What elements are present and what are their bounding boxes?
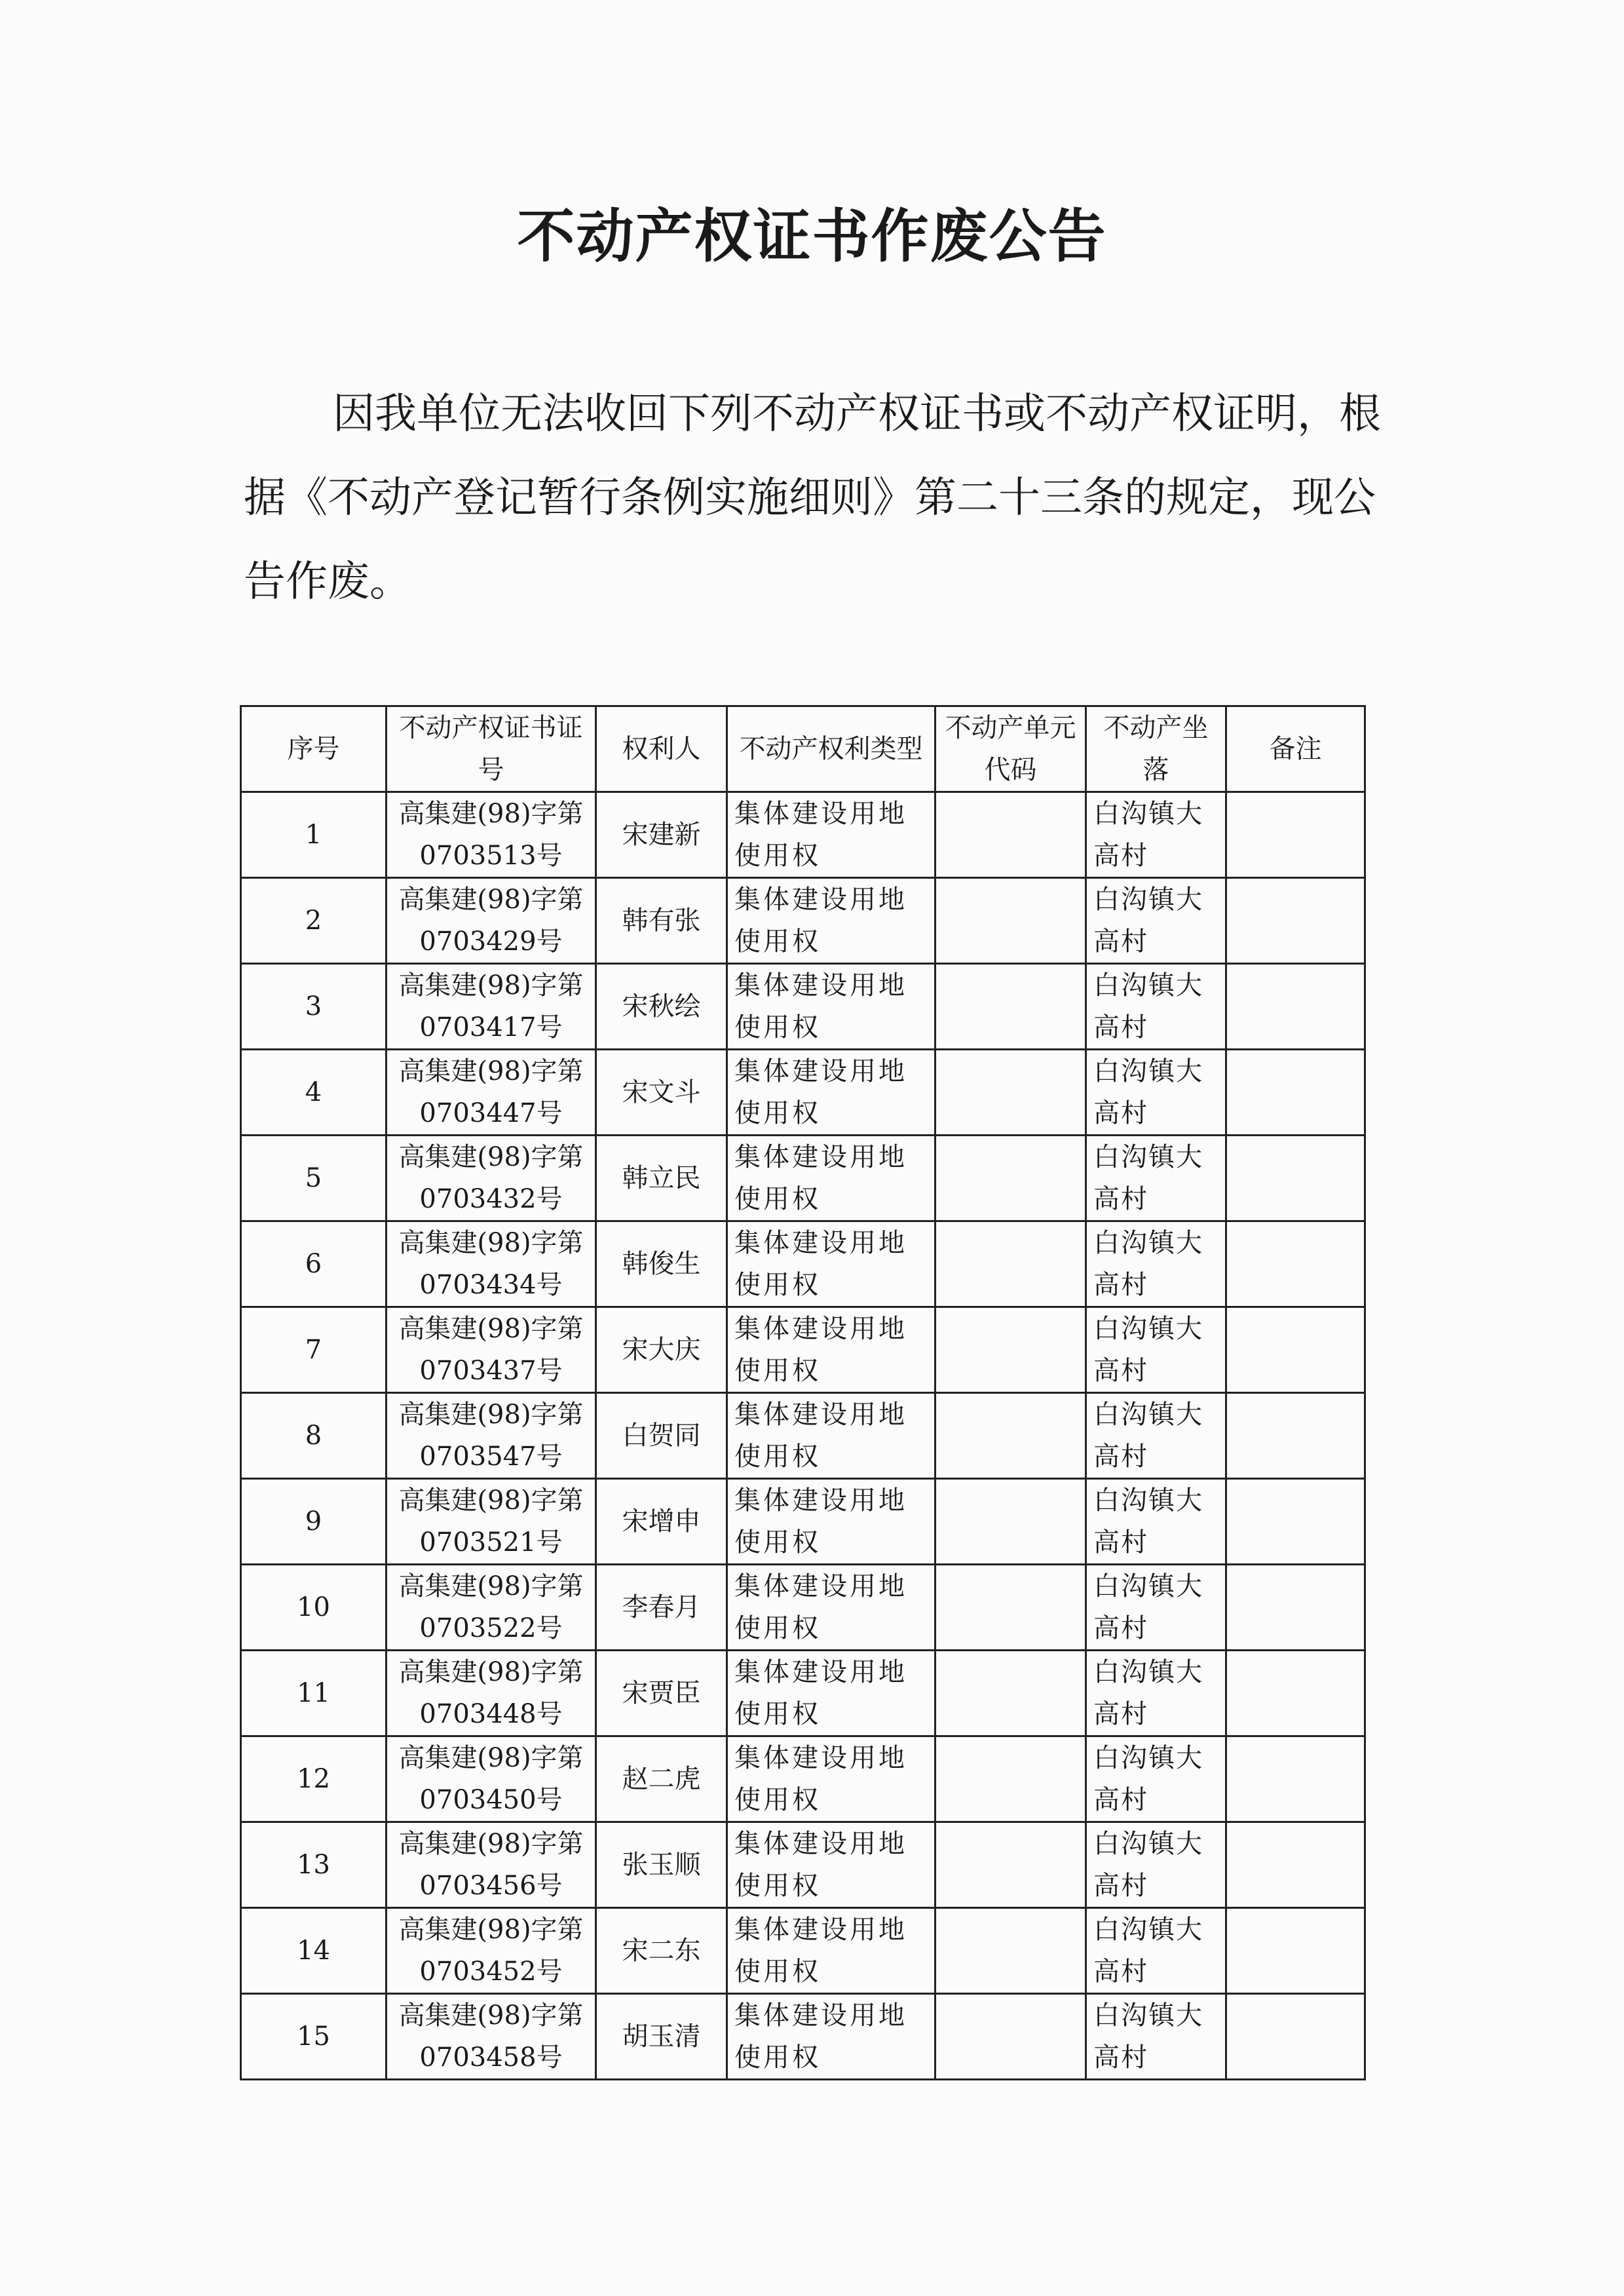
row-unit-code — [935, 1136, 1086, 1221]
row-cert-number: 高集建(98)字第0703434号 — [387, 1221, 596, 1307]
row-remark — [1226, 792, 1365, 878]
row-cert-number: 高集建(98)字第0703521号 — [387, 1479, 596, 1565]
row-holder: 宋二东 — [596, 1908, 727, 1994]
table-row — [241, 1393, 1365, 1479]
row-remark — [1226, 1050, 1365, 1136]
row-unit-code — [935, 1565, 1086, 1651]
row-location: 白沟镇大高村 — [1086, 1393, 1226, 1479]
row-index: 14 — [241, 1908, 387, 1994]
row-index: 1 — [241, 792, 387, 878]
row-holder: 张玉顺 — [596, 1822, 727, 1908]
row-cert-number: 高集建(98)字第0703458号 — [387, 1994, 596, 2080]
table-row — [241, 1479, 1365, 1565]
header-remark: 备注 — [1226, 706, 1365, 792]
table-row — [241, 1307, 1365, 1393]
row-index: 12 — [241, 1736, 387, 1822]
row-location: 白沟镇大高村 — [1086, 878, 1226, 964]
row-right-type: 集体建设用地使用权 — [727, 1994, 935, 2080]
row-right-type: 集体建设用地使用权 — [727, 878, 935, 964]
row-location: 白沟镇大高村 — [1086, 1736, 1226, 1822]
row-right-type: 集体建设用地使用权 — [727, 1736, 935, 1822]
row-right-type: 集体建设用地使用权 — [727, 1307, 935, 1393]
row-remark — [1226, 1479, 1365, 1565]
row-remark — [1226, 1908, 1365, 1994]
row-unit-code — [935, 1908, 1086, 1994]
row-location: 白沟镇大高村 — [1086, 792, 1226, 878]
table-row — [241, 1822, 1365, 1908]
row-remark — [1226, 1393, 1365, 1479]
row-right-type: 集体建设用地使用权 — [727, 1565, 935, 1651]
row-right-type: 集体建设用地使用权 — [727, 1050, 935, 1136]
row-location: 白沟镇大高村 — [1086, 1651, 1226, 1736]
table-row — [241, 964, 1365, 1050]
row-right-type: 集体建设用地使用权 — [727, 1221, 935, 1307]
header-unit-code: 不动产单元代码 — [935, 706, 1086, 792]
row-cert-number: 高集建(98)字第0703450号 — [387, 1736, 596, 1822]
table-header-row — [241, 706, 1365, 792]
row-location: 白沟镇大高村 — [1086, 1479, 1226, 1565]
row-remark — [1226, 1136, 1365, 1221]
row-holder: 宋大庆 — [596, 1307, 727, 1393]
row-unit-code — [935, 1651, 1086, 1736]
table-body — [241, 792, 1365, 2080]
row-remark — [1226, 1994, 1365, 2080]
table-row — [241, 1136, 1365, 1221]
row-holder: 宋建新 — [596, 792, 727, 878]
table-row — [241, 1221, 1365, 1307]
row-location: 白沟镇大高村 — [1086, 1050, 1226, 1136]
row-location: 白沟镇大高村 — [1086, 1994, 1226, 2080]
row-index: 15 — [241, 1994, 387, 2080]
row-holder: 宋贾臣 — [596, 1651, 727, 1736]
header-right-type: 不动产权利类型 — [727, 706, 935, 792]
header-location: 不动产坐落 — [1086, 706, 1226, 792]
header-holder: 权利人 — [596, 706, 727, 792]
row-cert-number: 高集建(98)字第0703432号 — [387, 1136, 596, 1221]
row-index: 13 — [241, 1822, 387, 1908]
row-unit-code — [935, 1479, 1086, 1565]
row-holder: 韩俊生 — [596, 1221, 727, 1307]
row-cert-number: 高集建(98)字第0703456号 — [387, 1822, 596, 1908]
row-index: 7 — [241, 1307, 387, 1393]
row-unit-code — [935, 1050, 1086, 1136]
row-location: 白沟镇大高村 — [1086, 1307, 1226, 1393]
row-location: 白沟镇大高村 — [1086, 964, 1226, 1050]
row-remark — [1226, 1736, 1365, 1822]
row-remark — [1226, 1651, 1365, 1736]
table-row — [241, 792, 1365, 878]
table-row — [241, 1994, 1365, 2080]
row-unit-code — [935, 1994, 1086, 2080]
table-row — [241, 1908, 1365, 1994]
row-right-type: 集体建设用地使用权 — [727, 1822, 935, 1908]
row-cert-number: 高集建(98)字第0703452号 — [387, 1908, 596, 1994]
row-holder: 胡玉清 — [596, 1994, 727, 2080]
page-title: 不动产权证书作废公告 — [517, 202, 1107, 270]
row-index: 3 — [241, 964, 387, 1050]
row-location: 白沟镇大高村 — [1086, 1908, 1226, 1994]
row-unit-code — [935, 964, 1086, 1050]
row-remark — [1226, 1565, 1365, 1651]
certificate-table — [240, 705, 1366, 2080]
row-right-type: 集体建设用地使用权 — [727, 1908, 935, 1994]
row-cert-number: 高集建(98)字第0703513号 — [387, 792, 596, 878]
row-cert-number: 高集建(98)字第0703522号 — [387, 1565, 596, 1651]
row-index: 5 — [241, 1136, 387, 1221]
row-index: 8 — [241, 1393, 387, 1479]
row-right-type: 集体建设用地使用权 — [727, 1651, 935, 1736]
row-index: 11 — [241, 1651, 387, 1736]
table-row — [241, 878, 1365, 964]
row-holder: 李春月 — [596, 1565, 727, 1651]
row-holder: 宋秋绘 — [596, 964, 727, 1050]
row-holder: 宋增申 — [596, 1479, 727, 1565]
table-row — [241, 1565, 1365, 1651]
row-index: 9 — [241, 1479, 387, 1565]
row-holder: 赵二虎 — [596, 1736, 727, 1822]
row-location: 白沟镇大高村 — [1086, 1136, 1226, 1221]
row-cert-number: 高集建(98)字第0703437号 — [387, 1307, 596, 1393]
row-unit-code — [935, 1822, 1086, 1908]
row-unit-code — [935, 1221, 1086, 1307]
row-location: 白沟镇大高村 — [1086, 1221, 1226, 1307]
row-index: 10 — [241, 1565, 387, 1651]
table-row — [241, 1651, 1365, 1736]
row-unit-code — [935, 1307, 1086, 1393]
row-location: 白沟镇大高村 — [1086, 1822, 1226, 1908]
row-remark — [1226, 1221, 1365, 1307]
row-holder: 白贺同 — [596, 1393, 727, 1479]
header-index: 序号 — [241, 706, 387, 792]
row-right-type: 集体建设用地使用权 — [727, 1393, 935, 1479]
table-row — [241, 1736, 1365, 1822]
row-unit-code — [935, 792, 1086, 878]
row-right-type: 集体建设用地使用权 — [727, 964, 935, 1050]
row-unit-code — [935, 1393, 1086, 1479]
row-holder: 宋文斗 — [596, 1050, 727, 1136]
row-remark — [1226, 1307, 1365, 1393]
row-remark — [1226, 878, 1365, 964]
row-cert-number: 高集建(98)字第0703447号 — [387, 1050, 596, 1136]
table-row — [241, 1050, 1365, 1136]
row-index: 2 — [241, 878, 387, 964]
row-cert-number: 高集建(98)字第0703547号 — [387, 1393, 596, 1479]
row-index: 4 — [241, 1050, 387, 1136]
row-right-type: 集体建设用地使用权 — [727, 1479, 935, 1565]
row-cert-number: 高集建(98)字第0703429号 — [387, 878, 596, 964]
row-cert-number: 高集建(98)字第0703417号 — [387, 964, 596, 1050]
row-holder: 韩立民 — [596, 1136, 727, 1221]
row-unit-code — [935, 878, 1086, 964]
row-location: 白沟镇大高村 — [1086, 1565, 1226, 1651]
row-right-type: 集体建设用地使用权 — [727, 1136, 935, 1221]
row-holder: 韩有张 — [596, 878, 727, 964]
row-right-type: 集体建设用地使用权 — [727, 792, 935, 878]
row-cert-number: 高集建(98)字第0703448号 — [387, 1651, 596, 1736]
header-cert-number: 不动产权证书证号 — [387, 706, 596, 792]
row-remark — [1226, 1822, 1365, 1908]
row-remark — [1226, 964, 1365, 1050]
row-index: 6 — [241, 1221, 387, 1307]
row-unit-code — [935, 1736, 1086, 1822]
notice-paragraph: 因我单位无法收回下列不动产权证书或不动产权证明，根据《不动产登记暂行条例实施细则》第二十三条的规定，现公告作废。 — [244, 390, 1381, 606]
